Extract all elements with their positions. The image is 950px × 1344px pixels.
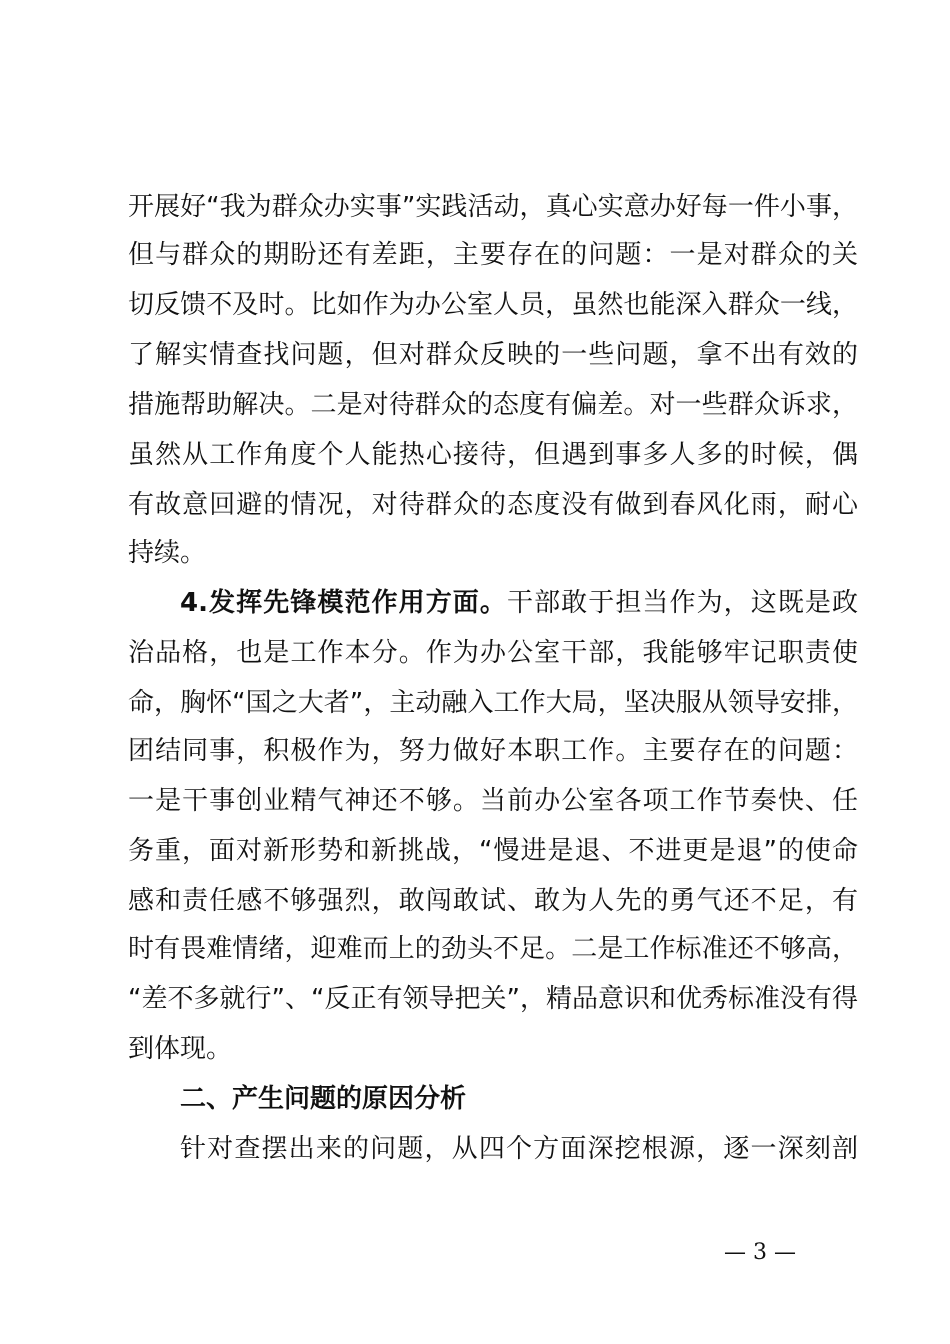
section-4-heading: 4.发挥先锋模范作用方面。 [180, 588, 507, 618]
paragraph-2-line-3: 命，胸怀“国之大者”，主动融入工作大局，坚决服从领导安排， [128, 688, 858, 718]
paragraph-2-line-2: 治品格，也是工作本分。作为办公室干部，我能够牢记职责使 [128, 638, 858, 668]
section-heading: 二、产生问题的原因分析 [180, 1084, 467, 1114]
paragraph-1-line-5: 措施帮助解决。二是对待群众的态度有偏差。对一些群众诉求， [128, 390, 858, 420]
paragraph-2-line-9: “差不多就行”、“反正有领导把关”，精品意识和优秀标准没有得 [128, 984, 858, 1014]
paragraph-1-line-7: 有故意回避的情况，对待群众的态度没有做到春风化雨，耐心 [128, 490, 858, 520]
paragraph-3-line-1: 针对查摆出来的问题，从四个方面深挖根源，逐一深刻剖 [180, 1134, 858, 1164]
paragraph-2-line-6: 务重，面对新形势和新挑战，“慢进是退、不进更是退”的使命 [128, 836, 858, 866]
paragraph-2-line-1-rest: 干部敢于担当作为，这既是政 [506, 588, 858, 618]
paragraph-2-line-8: 时有畏难情绪，迎难而上的劲头不足。二是工作标准还不够高， [128, 934, 858, 964]
paragraph-2-line-4: 团结同事，积极作为，努力做好本职工作。主要存在的问题： [128, 736, 858, 766]
paragraph-2-line-7: 感和责任感不够强烈，敢闯敢试、敢为人先的勇气还不足，有 [128, 886, 858, 916]
paragraph-1-line-1: 开展好“我为群众办实事”实践活动，真心实意办好每一件小事， [128, 192, 858, 222]
page-number: — 3 — [724, 1240, 796, 1265]
paragraph-1-line-2: 但与群众的期盼还有差距，主要存在的问题：一是对群众的关 [128, 240, 858, 270]
paragraph-2-line-1 [180, 588, 858, 618]
paragraph-1-line-6: 虽然从工作角度个人能热心接待，但遇到事多人多的时候，偶 [128, 440, 858, 470]
paragraph-2-line-10: 到体现。 [128, 1034, 233, 1064]
paragraph-1-line-4: 了解实情查找问题，但对群众反映的一些问题，拿不出有效的 [128, 340, 858, 370]
paragraph-1-line-3: 切反馈不及时。比如作为办公室人员，虽然也能深入群众一线， [128, 290, 858, 320]
paragraph-1-line-8: 持续。 [128, 538, 207, 568]
paragraph-2-line-5: 一是干事创业精气神还不够。当前办公室各项工作节奏快、任 [128, 786, 858, 816]
